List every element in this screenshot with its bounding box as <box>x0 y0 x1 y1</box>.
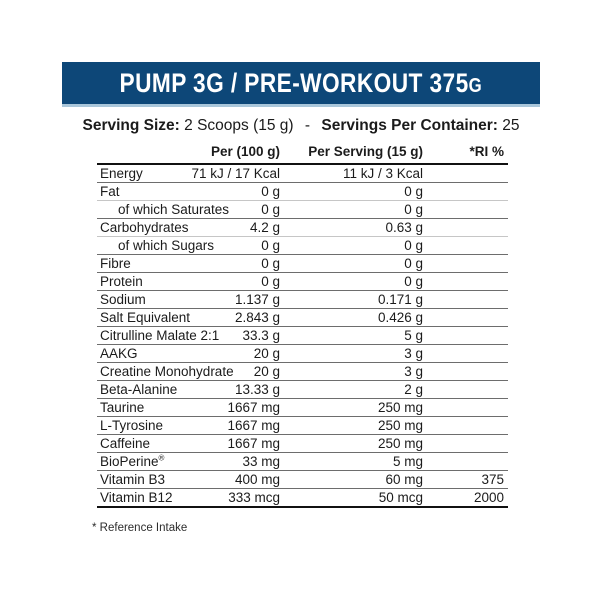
value-per-serving: 2 g <box>280 381 423 399</box>
reference-intake-note: * Reference Intake <box>92 522 188 534</box>
nutrient-name: Creatine Monohydrate <box>97 363 187 381</box>
product-banner <box>62 62 540 104</box>
nutrient-name: Energy <box>100 166 143 181</box>
value-ri-percent <box>423 327 508 345</box>
value-ri-percent <box>423 255 508 273</box>
value-per-100g: 71 kJ / 17 Kcal <box>191 166 280 181</box>
nutrient-name: BioPerine® <box>97 453 187 471</box>
value-ri-percent <box>423 435 508 453</box>
value-ri-percent <box>423 363 508 381</box>
serving-size-label: Serving Size: <box>82 117 180 134</box>
header-ri-percent: *RI % <box>423 143 508 164</box>
value-ri-percent <box>423 183 508 201</box>
header-per-serving: Per Serving (15 g) <box>280 143 423 164</box>
header-nutrient <box>97 143 187 164</box>
nutrient-name: Caffeine <box>97 435 187 453</box>
value-per-100g: 0 g <box>187 273 280 291</box>
table-row <box>97 345 508 363</box>
value-ri-percent <box>423 164 508 183</box>
value-per-100g: 33.3 g <box>187 327 280 345</box>
value-ri-percent <box>423 399 508 417</box>
value-per-serving: 0 g <box>280 255 423 273</box>
nutrient-name: Vitamin B3 <box>97 471 187 489</box>
value-ri-percent <box>423 273 508 291</box>
value-ri-percent: 375 <box>423 471 508 489</box>
value-ri-percent <box>423 381 508 399</box>
table-row <box>97 417 508 435</box>
value-per-100g: 0 g <box>187 183 280 201</box>
table-row <box>97 489 508 508</box>
value-ri-percent <box>423 345 508 363</box>
table-row <box>97 453 508 471</box>
table-row <box>97 183 508 201</box>
table-row <box>97 164 508 183</box>
value-per-serving: 3 g <box>280 363 423 381</box>
header-per-100g: Per (100 g) <box>187 143 280 164</box>
nutrient-name: of which Sugars <box>97 237 187 255</box>
serving-separator: - <box>304 117 311 134</box>
table-row <box>97 273 508 291</box>
nutrition-table-header <box>97 143 508 164</box>
value-per-serving: 0.63 g <box>280 219 423 237</box>
header-row <box>97 143 508 164</box>
nutrient-name: Citrulline Malate 2:1 <box>97 327 187 345</box>
serving-size-value: 2 Scoops (15 g) <box>184 117 294 134</box>
nutrient-name: Sodium <box>97 291 187 309</box>
table-row <box>97 327 508 345</box>
value-ri-percent <box>423 201 508 219</box>
servings-per-container-label: Servings Per Container: <box>321 117 498 134</box>
servings-per-container-value: 25 <box>502 117 520 134</box>
value-per-serving: 11 kJ / 3 Kcal <box>342 166 423 181</box>
nutrient-name: Fat <box>97 183 187 201</box>
value-ri-percent <box>423 417 508 435</box>
table-row <box>97 399 508 417</box>
value-per-100g: 1.137 g <box>187 291 280 309</box>
value-per-serving: 50 mcg <box>280 489 423 508</box>
value-per-serving: 60 mg <box>280 471 423 489</box>
table-row <box>97 435 508 453</box>
table-row <box>97 219 508 237</box>
value-per-100g: 20 g <box>187 345 280 363</box>
value-per-100g: 33 mg <box>187 453 280 471</box>
value-ri-percent <box>423 453 508 471</box>
value-per-serving: 0 g <box>280 201 423 219</box>
table-row <box>97 255 508 273</box>
value-per-serving: 0 g <box>280 273 423 291</box>
value-per-100g: 0 g <box>187 201 280 219</box>
value-per-100g: 13.33 g <box>187 381 280 399</box>
serving-info-line <box>62 116 540 136</box>
product-title-unit: G <box>468 75 483 97</box>
value-ri-percent <box>423 291 508 309</box>
value-per-100g: 1667 mg <box>187 399 280 417</box>
value-per-100g: 2.843 g <box>187 309 280 327</box>
table-row <box>97 471 508 489</box>
value-per-serving: 250 mg <box>280 399 423 417</box>
value-per-100g: 400 mg <box>187 471 280 489</box>
value-per-serving: 3 g <box>280 345 423 363</box>
value-per-100g: 1667 mg <box>187 417 280 435</box>
value-per-100g: 333 mcg <box>187 489 280 508</box>
nutrient-name: AAKG <box>97 345 187 363</box>
value-per-serving: 5 mg <box>280 453 423 471</box>
table-row <box>97 309 508 327</box>
nutrition-table <box>97 143 508 508</box>
nutrient-name: Protein <box>97 273 187 291</box>
value-per-100g: 1667 mg <box>187 435 280 453</box>
table-row <box>97 381 508 399</box>
product-title <box>120 62 483 107</box>
nutrient-name: Carbohydrates <box>97 219 187 237</box>
nutrient-name: Taurine <box>97 399 187 417</box>
value-per-100g: 20 g <box>187 363 280 381</box>
value-per-serving: 5 g <box>280 327 423 345</box>
product-title-text: PUMP 3G / PRE-WORKOUT 375 <box>119 68 469 98</box>
nutrient-name: of which Saturates <box>97 201 187 219</box>
nutrient-name: Fibre <box>97 255 187 273</box>
value-ri-percent <box>423 237 508 255</box>
value-per-serving: 0.426 g <box>280 309 423 327</box>
nutrient-name: Beta-Alanine <box>97 381 187 399</box>
value-per-100g: 4.2 g <box>187 219 280 237</box>
value-per-serving: 0 g <box>280 183 423 201</box>
value-ri-percent: 2000 <box>423 489 508 508</box>
table-row <box>97 201 508 219</box>
nutrition-table-body <box>97 164 508 507</box>
registered-mark: ® <box>158 453 165 463</box>
value-per-serving: 250 mg <box>280 435 423 453</box>
table-row <box>97 363 508 381</box>
nutrient-name: Salt Equivalent <box>97 309 187 327</box>
value-ri-percent <box>423 309 508 327</box>
table-row <box>97 237 508 255</box>
value-per-serving: 0 g <box>280 237 423 255</box>
value-per-serving: 0.171 g <box>280 291 423 309</box>
value-per-serving: 250 mg <box>280 417 423 435</box>
value-ri-percent <box>423 219 508 237</box>
nutrient-name: Vitamin B12 <box>97 489 187 508</box>
nutrient-name: L-Tyrosine <box>97 417 187 435</box>
value-per-100g: 0 g <box>187 237 280 255</box>
value-per-100g: 0 g <box>187 255 280 273</box>
table-row <box>97 291 508 309</box>
